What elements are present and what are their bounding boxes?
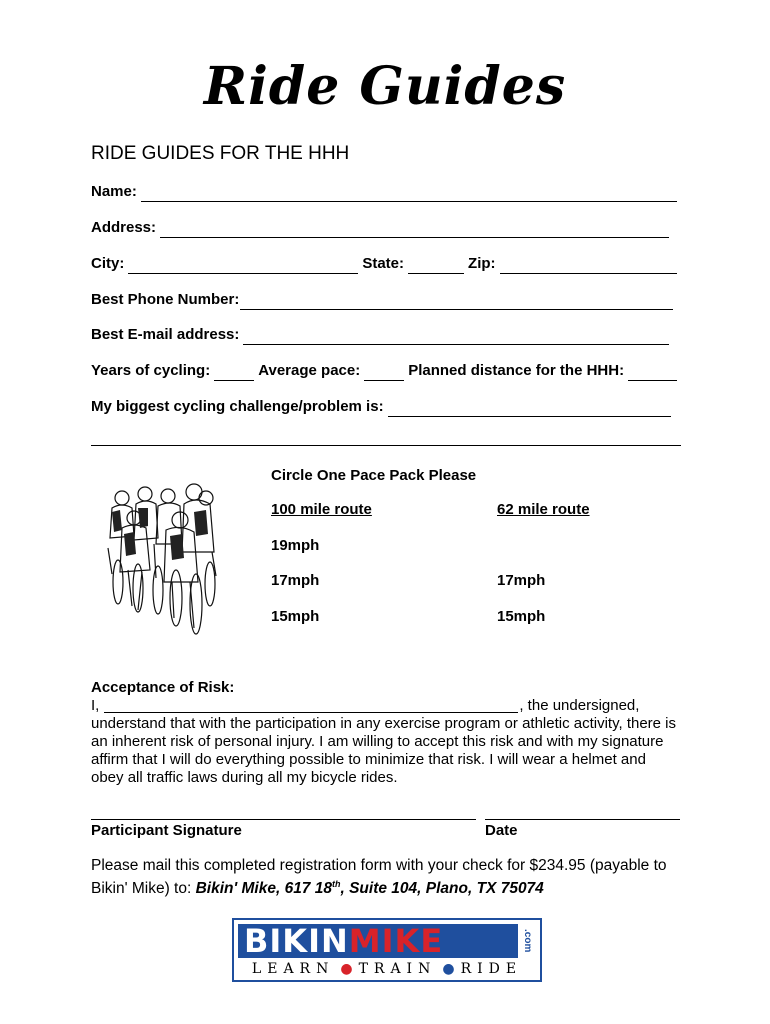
name-label: Name: [91,183,137,200]
bikin-mike-logo [232,918,542,982]
pace-option-62-17[interactable]: 17mph [497,572,546,589]
logo-brand-left: BIKIN [244,922,349,960]
zip-label: Zip: [468,255,496,272]
distance-label: Planned distance for the HHH: [408,362,625,379]
zip-field[interactable] [500,260,677,274]
logo-brand-right: MIKE [348,922,444,960]
challenge-row [91,397,675,417]
phone-row [91,290,677,310]
pace-col2-header: 62 mile route [497,501,590,518]
risk-i-text: I, [91,697,100,714]
risk-heading: Acceptance of Risk: [91,679,235,696]
pace-option-62-15[interactable]: 15mph [497,608,546,625]
logo-tagline-train: TRAIN [358,961,437,977]
signature-line[interactable] [91,818,476,820]
pace-field[interactable] [364,367,404,381]
challenge-label: My biggest cycling challenge/problem is: [91,398,384,415]
date-label: Date [485,822,518,839]
years-label: Years of cycling: [91,362,211,379]
logo-tagline-learn: LEARN [251,961,335,977]
risk-name-field[interactable] [104,699,518,713]
pace-pack-heading: Circle One Pace Pack Please [271,467,477,484]
tagline-dot-2: ● [442,961,455,977]
mail-address-pre: Bikin' Mike, 617 18 [195,880,332,898]
phone-field[interactable] [240,296,673,310]
logo-dotcom: .com [522,929,533,953]
risk-name-line [91,697,681,715]
email-field[interactable] [243,331,669,345]
state-field[interactable] [408,260,464,274]
date-line[interactable] [485,818,680,820]
page-title: Ride Guides [203,56,567,117]
city-label: City: [91,255,125,272]
logo-tagline [238,960,536,978]
challenge-field-line-2[interactable] [91,444,681,446]
challenge-field[interactable] [388,403,671,417]
mail-instructions [91,857,681,898]
pace-col1-header: 100 mile route [271,501,372,518]
name-row [91,182,681,202]
state-label: State: [362,255,405,272]
mail-text: Please mail this completed registration form with your check for $234.95 (payable to Bikin' Mike) to: [91,857,667,898]
pace-option-100-17[interactable]: 17mph [271,572,320,589]
form-heading: RIDE GUIDES FOR THE HHH [91,143,350,164]
risk-undersigned-text: , the undersigned, [519,697,640,714]
risk-body: understand that with the participation in any exercise program or athletic activity, there is an inherent risk of personal injury. I am willing to accept this risk and with my signature affirm that I will do everything possible to minimize that risk. I will wear a helmet and obey all traffic laws during all my bicycle rides. [91,715,677,786]
cycling-stats-row [91,361,681,381]
tagline-dot-1: ● [340,961,353,977]
address-label: Address: [91,219,157,236]
pace-option-100-15[interactable]: 15mph [271,608,320,625]
logo-tagline-ride: RIDE [460,961,523,977]
city-field[interactable] [128,260,358,274]
mail-address-post: , Suite 104, Plano, TX 75074 [340,880,544,898]
name-field[interactable] [141,188,677,202]
email-label: Best E-mail address: [91,326,240,343]
address-row [91,218,673,238]
cyclists-illustration [98,478,233,648]
mail-address-sup: th [331,879,341,889]
email-row [91,325,673,345]
pace-option-100-19[interactable]: 19mph [271,537,320,554]
distance-field[interactable] [628,367,677,381]
years-field[interactable] [214,367,254,381]
phone-label: Best Phone Number: [91,291,240,308]
pace-label: Average pace: [258,362,361,379]
signature-label: Participant Signature [91,822,242,839]
city-state-zip-row [91,254,681,274]
logo-wordmark [244,923,443,959]
address-field[interactable] [160,224,669,238]
